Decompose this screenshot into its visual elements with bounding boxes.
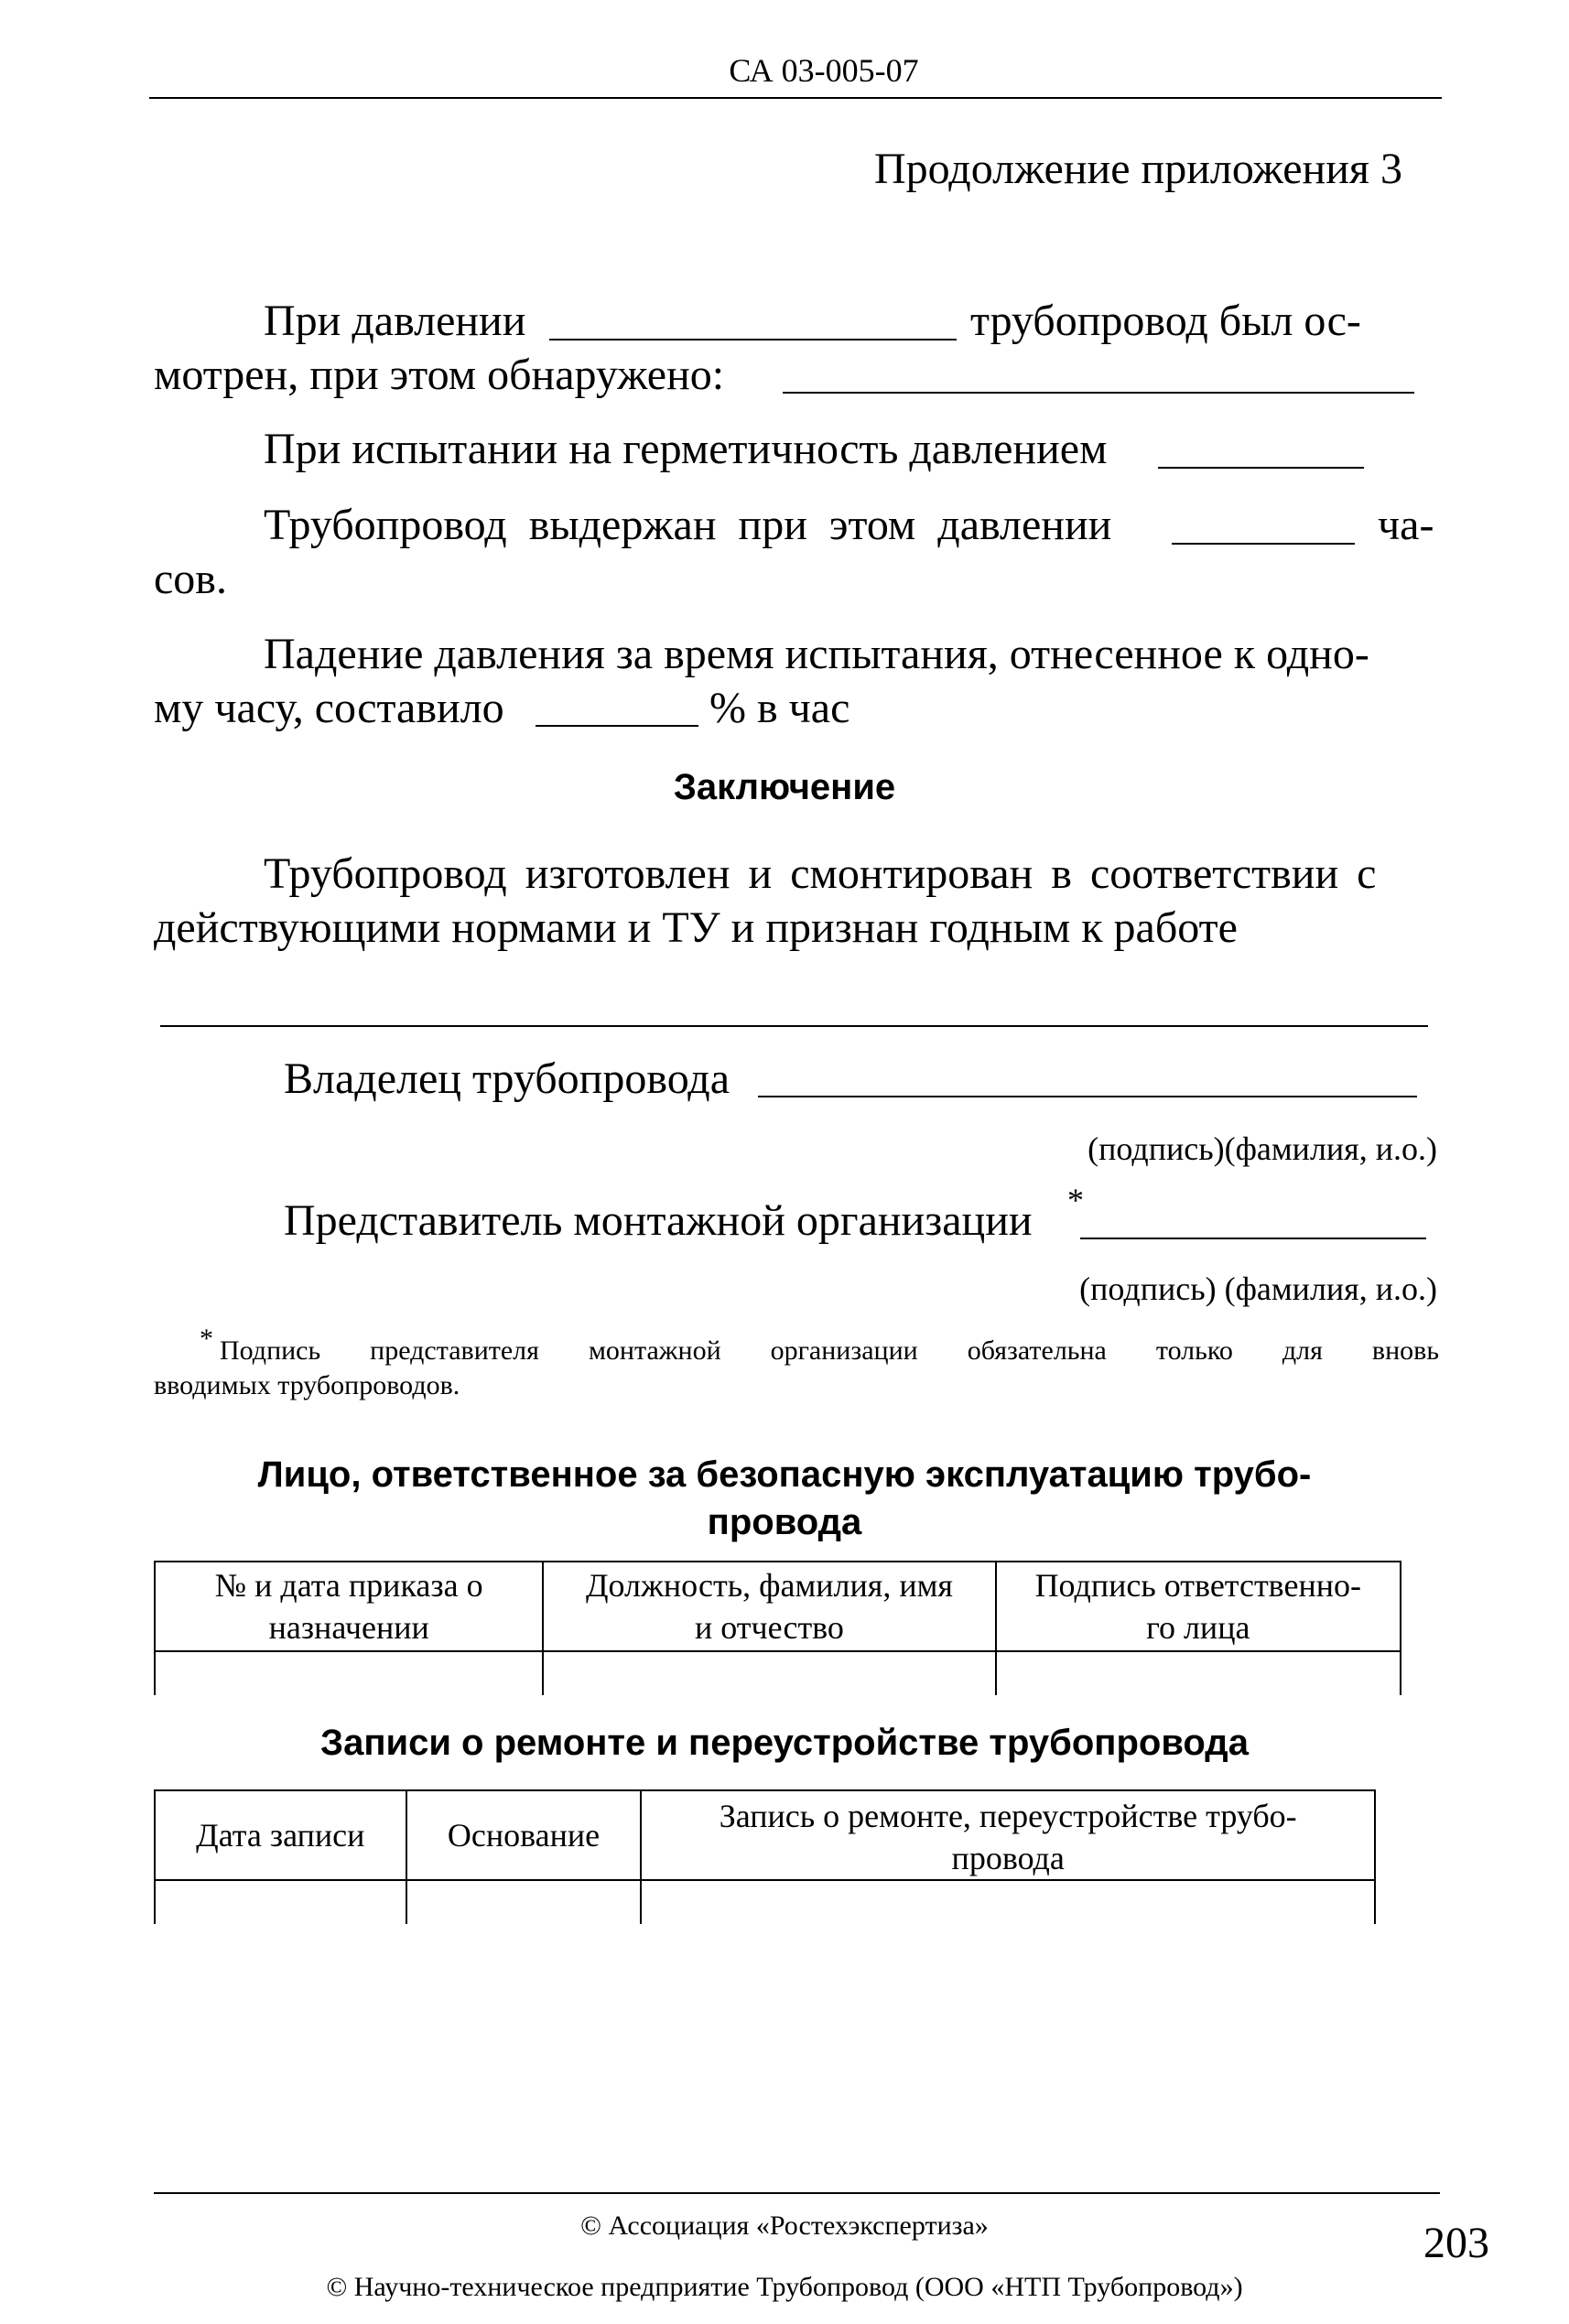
owner-label: Владелец трубопровода (284, 1054, 730, 1103)
repairs-table (154, 1789, 1376, 1924)
para1-prefix: При давлении (264, 297, 526, 345)
repairs-cell-record[interactable] (641, 1880, 1375, 1924)
responsible-title-line1: Лицо, ответственное за безопасную эксплуатацию трубо- (257, 1454, 1312, 1495)
responsible-cell-signature[interactable] (996, 1651, 1401, 1695)
responsible-table (154, 1561, 1401, 1695)
responsible-col-order: № и дата приказа о назначении (155, 1562, 543, 1651)
para4-suffix: % в час (709, 684, 850, 732)
footnote-line2: вводимых трубопроводов. (154, 1370, 460, 1400)
table-row (155, 1880, 1375, 1924)
footnote-mark: * (200, 1324, 213, 1354)
header-rule (149, 97, 1442, 99)
responsible-cell-order[interactable] (155, 1651, 543, 1695)
owner-signature-blank[interactable] (758, 1059, 1417, 1097)
footer-line2: © Научно-техническое предприятие Трубопровод (ООО «НТП Трубопровод») (326, 2272, 1243, 2302)
repairs-cell-date[interactable] (155, 1880, 406, 1924)
responsible-header-row (155, 1562, 1401, 1651)
para2-text: При испытании на герметичность давлением (264, 425, 1108, 473)
footer-rule (154, 2192, 1440, 2194)
para3-suffix: ча- (1378, 501, 1434, 549)
para3-line2: сов. (154, 555, 227, 603)
conclusion-blank-line[interactable] (160, 1025, 1428, 1027)
table-row (155, 1651, 1401, 1695)
owner-hint: (подпись)(фамилия, и.о.) (1087, 1130, 1437, 1167)
document-code: СА 03-005-07 (729, 52, 919, 89)
installer-signature-blank[interactable] (1080, 1201, 1426, 1239)
repairs-header-row (155, 1790, 1375, 1880)
responsible-cell-name[interactable] (543, 1651, 995, 1695)
repairs-col-date: Дата записи (155, 1790, 406, 1880)
installer-label: Представитель монтажной организации (284, 1196, 1033, 1245)
conclusion-line2: действующими нормами и ТУ и признан годным к работе (154, 903, 1238, 952)
findings-blank[interactable] (783, 355, 1414, 394)
para1-line2: мотрен, при этом обнаружено: (154, 351, 725, 399)
repairs-cell-basis[interactable] (406, 1880, 642, 1924)
repairs-title: Записи о ремонте и переустройстве трубопровода (320, 1723, 1249, 1763)
footnote-line1: Подпись представителя монтажной организации обязательна только для вновь (220, 1335, 1439, 1366)
footer-line1: © Ассоциация «Ростехэкспертиза» (580, 2211, 989, 2241)
hours-blank[interactable] (1172, 506, 1355, 545)
tightness-pressure-blank[interactable] (1158, 430, 1364, 469)
installer-hint: (подпись) (фамилия, и.о.) (1079, 1270, 1437, 1307)
conclusion-title: Заключение (673, 767, 896, 807)
installer-footnote-mark: * (1067, 1182, 1084, 1218)
repairs-col-record: Запись о ремонте, переустройстве трубо- провода (641, 1790, 1375, 1880)
pressure-drop-blank[interactable] (536, 688, 698, 727)
repairs-col-basis: Основание (406, 1790, 642, 1880)
responsible-title-line2: провода (707, 1502, 862, 1542)
page-number: 203 (1423, 2219, 1489, 2267)
responsible-col-signature: Подпись ответственно- го лица (996, 1562, 1401, 1651)
pressure-blank[interactable] (549, 302, 957, 340)
para3-prefix: Трубопровод выдержан при этом давлении (264, 501, 1112, 549)
responsible-col-name: Должность, фамилия, имя и отчество (543, 1562, 995, 1651)
conclusion-line1: Трубопровод изготовлен и смонтирован в соответствии с (264, 849, 1377, 898)
para4-line1: Падение давления за время испытания, отнесенное к одно- (264, 630, 1369, 678)
para4-prefix: му часу, составило (154, 684, 504, 732)
para1-suffix: трубопровод был ос- (970, 297, 1361, 345)
appendix-note: Продолжение приложения 3 (874, 145, 1402, 193)
